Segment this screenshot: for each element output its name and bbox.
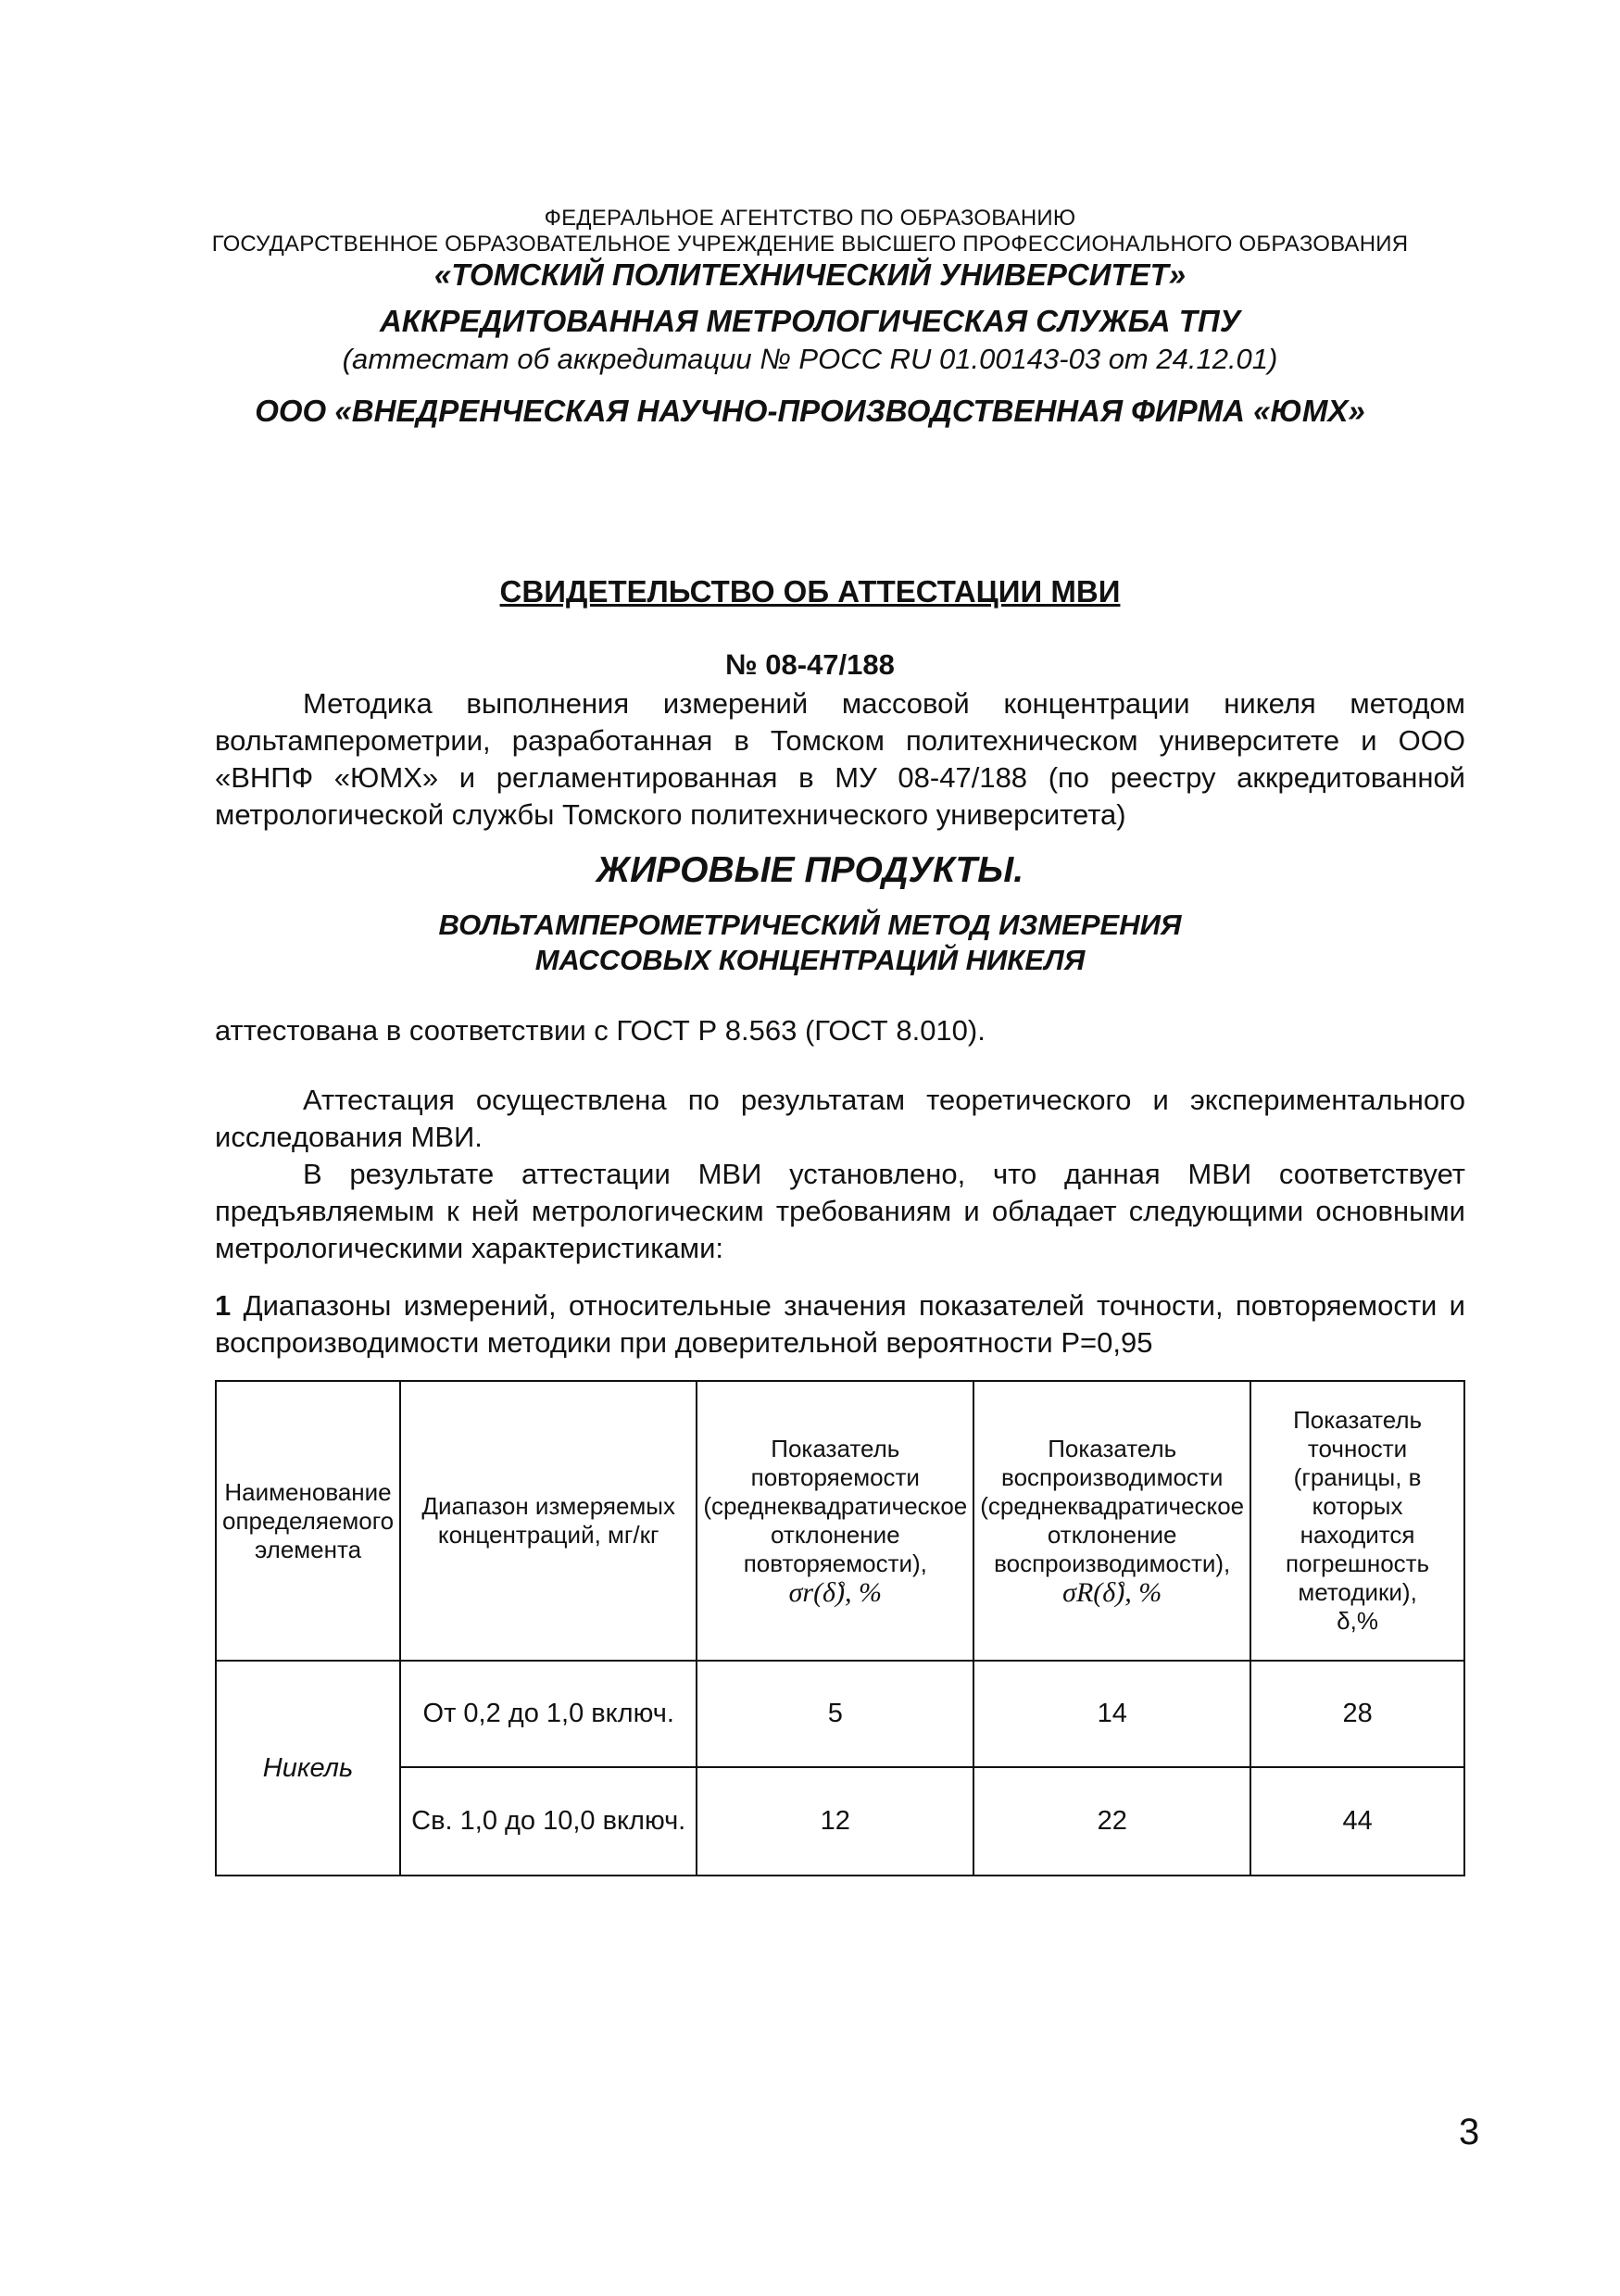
metrology-table: [215, 1380, 1465, 1876]
range-cell: От 0,2 до 1,0 включ.: [400, 1661, 697, 1767]
reproducibility-symbol: σR(δ̊), %: [1062, 1577, 1162, 1608]
reproducibility-cell: 22: [973, 1767, 1250, 1876]
certificate-title: СВИДЕТЕЛЬСТВО ОБ АТТЕСТАЦИИ МВИ: [499, 574, 1121, 609]
accreditation-line: (аттестат об аккредитации № РОСС RU 01.00143-03 от 24.12.01): [342, 343, 1278, 375]
result-text: В результате аттестации МВИ установлено, что данная МВИ соответствует предъявляемым к ней метрологическим требованиям и обладает следующими основными метрологическими характеристиками:: [215, 1158, 1465, 1264]
range-cell: Св. 1,0 до 10,0 включ.: [400, 1767, 697, 1876]
table-header-row: [216, 1381, 1464, 1661]
accuracy-cell: 44: [1250, 1767, 1464, 1876]
header-element: Наименование определяемого элемента: [216, 1381, 400, 1661]
page-number: 3: [1459, 2112, 1480, 2152]
section-text: Диапазоны измерений, относительные значения показателей точности, повторяемости и воспроизводимости методики при доверительной вероятности P=0,95: [215, 1289, 1465, 1359]
attested-line: аттестована в соответствии с ГОСТ Р 8.563 (ГОСТ 8.010).: [215, 1014, 986, 1047]
attestation-paragraph: [215, 1082, 1465, 1156]
repeatability-label: Показатель повторяемости (среднеквадратическое отклонение повторяемости),: [703, 1435, 968, 1577]
method-title-line2: МАССОВЫХ КОНЦЕНТРАЦИЙ НИКЕЛЯ: [534, 944, 1086, 976]
reproducibility-cell: 14: [973, 1661, 1250, 1767]
table-row: [216, 1767, 1464, 1876]
method-title-line1: ВОЛЬТАМПЕРОМЕТРИЧЕСКИЙ МЕТОД ИЗМЕРЕНИЯ: [438, 909, 1182, 941]
header-accuracy: [1250, 1381, 1464, 1661]
description-text: Методика выполнения измерений массовой концентрации никеля методом вольтамперометрии, разработанная в Томском политехническом университете и ООО «ВНПФ «ЮМХ» и регламентированная в МУ 08-47/188 (по реестру аккредитованной метрологической службы Томского политехнического университета): [215, 687, 1465, 831]
attestation-text: Аттестация осуществлена по результатам теоретического и экспериментального исследования МВИ.: [215, 1084, 1465, 1153]
section-number: 1: [215, 1289, 232, 1322]
accuracy-label: Показатель точности (границы, в которых находится погрешность методики),: [1286, 1406, 1430, 1606]
section-1: [215, 1287, 1465, 1361]
element-name: Никель: [216, 1661, 400, 1876]
agency-line: ФЕДЕРАЛЬНОЕ АГЕНТСТВО ПО ОБРАЗОВАНИЮ: [544, 206, 1076, 231]
institution-line: ГОСУДАРСТВЕННОЕ ОБРАЗОВАТЕЛЬНОЕ УЧРЕЖДЕНИЕ ВЫСШЕГО ПРОФЕССИОНАЛЬНОГО ОБРАЗОВАНИЯ: [211, 232, 1409, 257]
header-reproducibility: [973, 1381, 1250, 1661]
university-name: «ТОМСКИЙ ПОЛИТЕХНИЧЕСКИЙ УНИВЕРСИТЕТ»: [433, 257, 1187, 292]
product-title: ЖИРОВЫЕ ПРОДУКТЫ.: [596, 850, 1024, 890]
result-paragraph: [215, 1156, 1465, 1267]
accuracy-symbol: δ,%: [1337, 1607, 1378, 1635]
repeatability-cell: 12: [697, 1767, 973, 1876]
reproducibility-label: Показатель воспроизводимости (среднеквадратическое отклонение воспроизводимости),: [980, 1435, 1245, 1577]
repeatability-symbol: σr(δ̊), %: [788, 1577, 882, 1608]
certificate-number: № 08-47/188: [725, 648, 895, 681]
company-name: ООО «ВНЕДРЕНЧЕСКАЯ НАУЧНО-ПРОИЗВОДСТВЕННАЯ ФИРМА «ЮМХ»: [255, 394, 1365, 428]
header-range: Диапазон измеряемых концентраций, мг/кг: [400, 1381, 697, 1661]
repeatability-cell: 5: [697, 1661, 973, 1767]
table-row: [216, 1661, 1464, 1767]
accuracy-cell: 28: [1250, 1661, 1464, 1767]
method-description: [215, 685, 1465, 834]
metrology-service: АККРЕДИТОВАННАЯ МЕТРОЛОГИЧЕСКАЯ СЛУЖБА ТПУ: [379, 304, 1241, 338]
header-repeatability: [697, 1381, 973, 1661]
